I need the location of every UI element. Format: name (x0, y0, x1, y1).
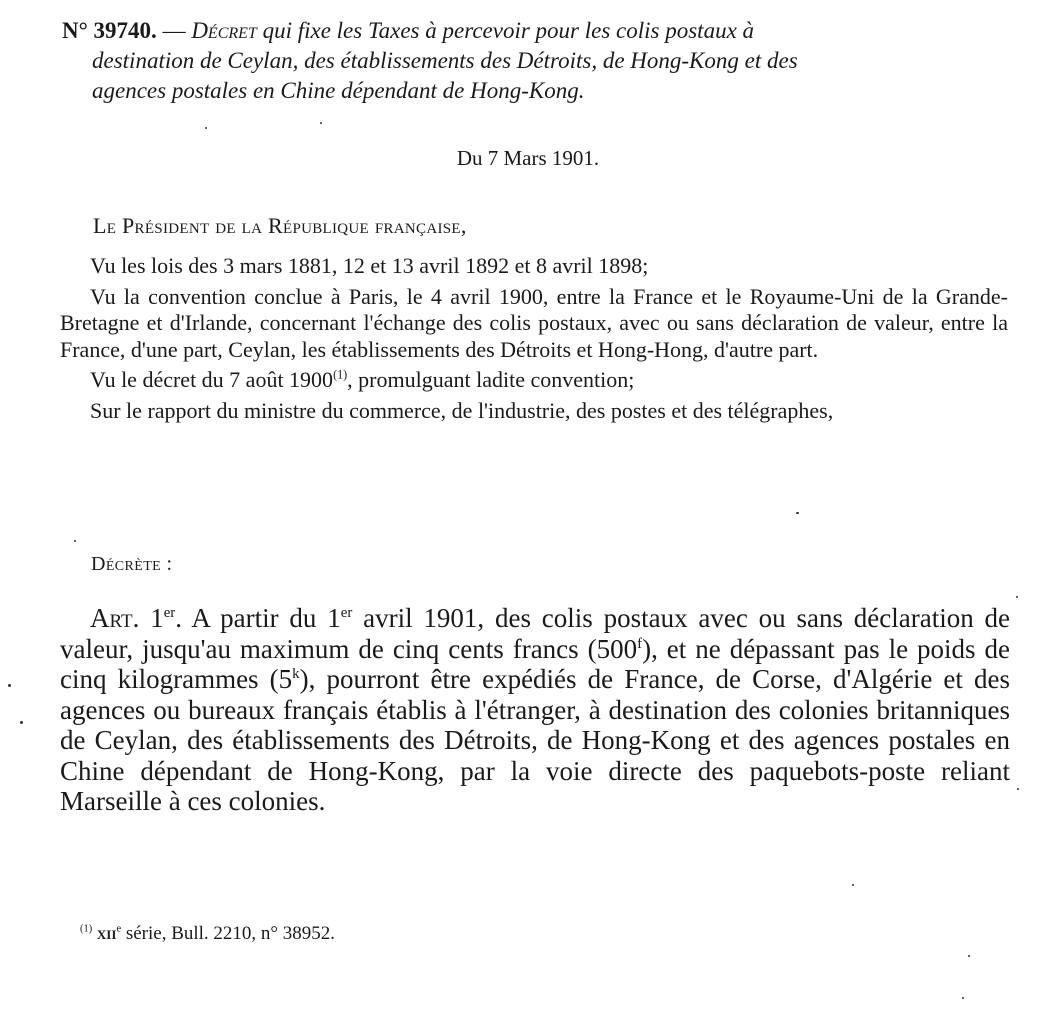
scan-speck (968, 955, 970, 957)
decree-number: N° 39740. (62, 18, 157, 43)
decrete-heading: Décrète : (91, 553, 173, 575)
scan-speck (205, 127, 207, 129)
footnote-series-sup: e (116, 923, 122, 935)
consideration-decree-suffix: , promulguant ladite convention; (347, 367, 635, 392)
president-heading: Le Président de la République française, (93, 213, 467, 238)
decree-header (62, 16, 1012, 106)
scan-speck (962, 997, 964, 999)
decree-title-line3: agences postales en Chine dépendant de Hong-Kong. (92, 78, 585, 103)
decree-title-line2: destination de Ceylan, des établissements des Détroits, de Hong-Kong et des (92, 48, 798, 73)
scan-speck (74, 540, 76, 542)
article-label-sup: er (163, 605, 176, 621)
footnote-text: série, Bull. 2210, n° 38952. (121, 923, 336, 944)
article-label: Art. 1 (90, 603, 164, 633)
article-text-a-sup: er (340, 605, 353, 621)
scan-speck (1017, 788, 1019, 790)
article-text-d: ), pourront être expédiés de France, de Corse, d'Algérie et des agences ou bureaux français établis à l'étranger, à destination des colonies britanniques de Ceylan, des établissements des Détroits, de Hong-Kong et des agences postales en Chine dépendant de Hong-Kong, par la voie directe des paquebots-poste reliant Marseille à ces colonies. (60, 664, 1011, 816)
consideration-decree-text: Vu le décret du 7 août 1900 (90, 367, 334, 392)
decree-title-line1: qui fixe les Taxes à percevoir pour les colis postaux à (256, 18, 755, 43)
consideration-convention: Vu la convention conclue à Paris, le 4 avril 1900, entre la France et le Royaume-Uni de la Grande-Bretagne et d'Irlande, concernant l'échange des colis postaux, avec ou sans déclaration de valeur, entre la France, d'une part, Ceylan, les établissements des Détroits et Hong-Hong, d'autre part. (60, 283, 1008, 362)
footnote-reference: (1) (333, 367, 348, 382)
article-text-c-sup: k (292, 666, 300, 682)
scan-speck (852, 884, 854, 886)
header-dash: — (156, 18, 192, 43)
scan-speck (20, 721, 23, 724)
scan-speck (8, 684, 11, 687)
article-text-c: ), et ne dépassant pas le poids de cinq kilogrammes (5 (60, 633, 1010, 694)
article-1 (60, 603, 1010, 817)
scan-speck (320, 122, 322, 124)
decree-date: Du 7 Mars 1901. (456, 146, 600, 170)
footnote-series: xii (96, 923, 117, 944)
article-text-b-sup: f (637, 635, 643, 652)
decree-title-label: Décret (191, 18, 257, 43)
consideration-report: Sur le rapport du ministre du commerce, de l'industrie, des postes et des télégraphes, (90, 397, 834, 423)
consideration-decree (60, 367, 1008, 394)
considerations (60, 253, 1008, 424)
article-text-b: avril 1901, des colis postaux avec ou sans déclaration de valeur, jusqu'au maximum de cinq cents francs (500 (60, 603, 1010, 664)
footnote-marker: (1) (80, 923, 93, 935)
footnote (80, 922, 335, 946)
article-text-a: A partir du 1 (182, 603, 341, 633)
article-1-text (60, 603, 1010, 817)
consideration-laws: Vu les lois des 3 mars 1881, 12 et 13 avril 1892 et 8 avril 1898; (90, 253, 649, 278)
scan-speck (1016, 596, 1018, 598)
scan-speck (796, 512, 799, 514)
article-label-dot: . (175, 603, 182, 633)
